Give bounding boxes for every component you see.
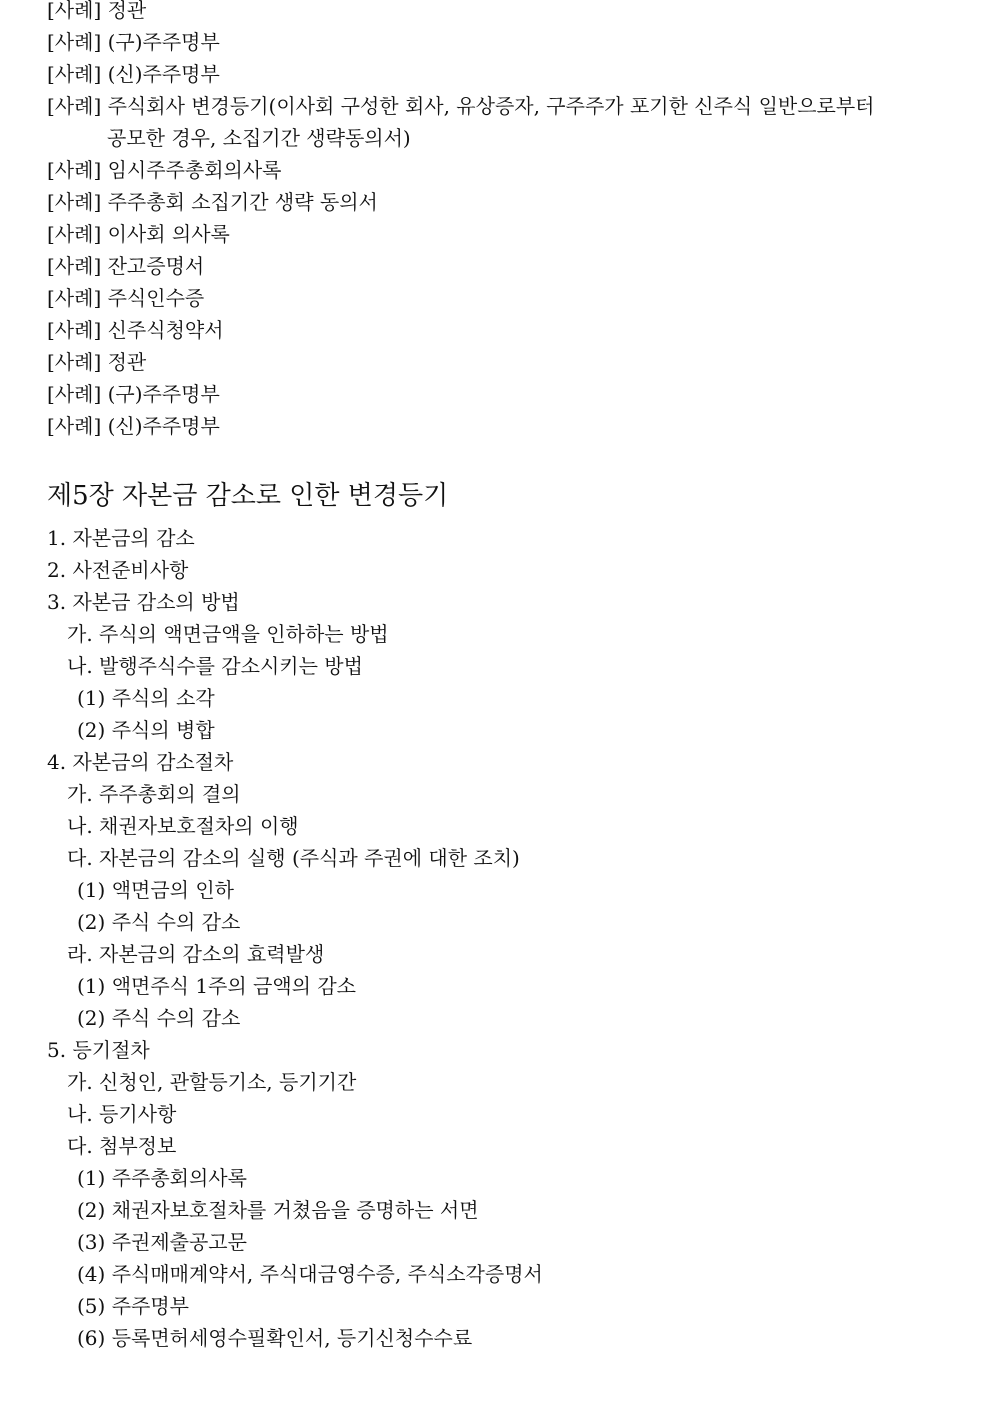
example-item: [사례] 임시주주총회의사록 bbox=[47, 158, 282, 182]
example-item: [사례] 신주식청약서 bbox=[47, 318, 224, 342]
toc-item: (1) 액면주식 1주의 금액의 감소 bbox=[77, 974, 357, 998]
chapter-title: 제5장 자본금 감소로 인한 변경등기 bbox=[47, 481, 449, 511]
toc-section: 2. 사전준비사항 bbox=[47, 558, 189, 582]
toc-subsection: 가. 신청인, 관할등기소, 등기기간 bbox=[67, 1070, 357, 1094]
toc-section: 3. 자본금 감소의 방법 bbox=[47, 590, 240, 614]
example-item: [사례] (구)주주명부 bbox=[47, 382, 220, 406]
example-item: [사례] 주식회사 변경등기(이사회 구성한 회사, 유상증자, 구주주가 포기한 신주식 일반으로부터 bbox=[47, 94, 875, 118]
toc-item: (1) 주주총회의사록 bbox=[77, 1166, 247, 1190]
toc-section: 4. 자본금의 감소절차 bbox=[47, 750, 234, 774]
toc-subsection: 라. 자본금의 감소의 효력발생 bbox=[67, 942, 325, 966]
section-spacer bbox=[47, 442, 947, 476]
toc-subsection: 가. 주식의 액면금액을 인하하는 방법 bbox=[67, 622, 389, 646]
example-item: [사례] (신)주주명부 bbox=[47, 414, 220, 438]
toc-subsection: 나. 발행주식수를 감소시키는 방법 bbox=[67, 654, 363, 678]
document-page bbox=[47, 0, 947, 1354]
toc-subsection: 다. 자본금의 감소의 실행 (주식과 주권에 대한 조치) bbox=[67, 846, 520, 870]
toc-item: (2) 주식 수의 감소 bbox=[77, 1006, 241, 1030]
example-item-continuation: 공모한 경우, 소집기간 생략동의서) bbox=[107, 126, 411, 150]
toc-item: (2) 채권자보호절차를 거쳤음을 증명하는 서면 bbox=[77, 1198, 479, 1222]
toc-item: (1) 주식의 소각 bbox=[77, 686, 215, 710]
example-item: [사례] 주식인수증 bbox=[47, 286, 205, 310]
example-item: [사례] 정관 bbox=[47, 350, 147, 374]
toc-item: (5) 주주명부 bbox=[77, 1294, 189, 1318]
example-item: [사례] 잔고증명서 bbox=[47, 254, 205, 278]
toc-subsection: 다. 첨부정보 bbox=[67, 1134, 177, 1158]
toc-item: (2) 주식 수의 감소 bbox=[77, 910, 241, 934]
toc-item: (1) 액면금의 인하 bbox=[77, 878, 234, 902]
toc-item: (2) 주식의 병합 bbox=[77, 718, 215, 742]
toc-subsection: 나. 등기사항 bbox=[67, 1102, 177, 1126]
example-item: [사례] 이사회 의사록 bbox=[47, 222, 230, 246]
toc-section: 5. 등기절차 bbox=[47, 1038, 150, 1062]
toc-item: (6) 등록면허세영수필확인서, 등기신청수수료 bbox=[77, 1326, 473, 1350]
toc-section: 1. 자본금의 감소 bbox=[47, 526, 195, 550]
toc-subsection: 가. 주주총회의 결의 bbox=[67, 782, 241, 806]
toc-item: (3) 주권제출공고문 bbox=[77, 1230, 247, 1254]
example-item: [사례] 정관 bbox=[47, 0, 147, 22]
example-item: [사례] (신)주주명부 bbox=[47, 62, 220, 86]
toc-subsection: 나. 채권자보호절차의 이행 bbox=[67, 814, 299, 838]
toc-item: (4) 주식매매계약서, 주식대금영수증, 주식소각증명서 bbox=[77, 1262, 543, 1286]
table-of-contents bbox=[47, 522, 947, 1354]
example-item: [사례] (구)주주명부 bbox=[47, 30, 220, 54]
example-list bbox=[47, 0, 947, 442]
example-item: [사례] 주주총회 소집기간 생략 동의서 bbox=[47, 190, 378, 214]
